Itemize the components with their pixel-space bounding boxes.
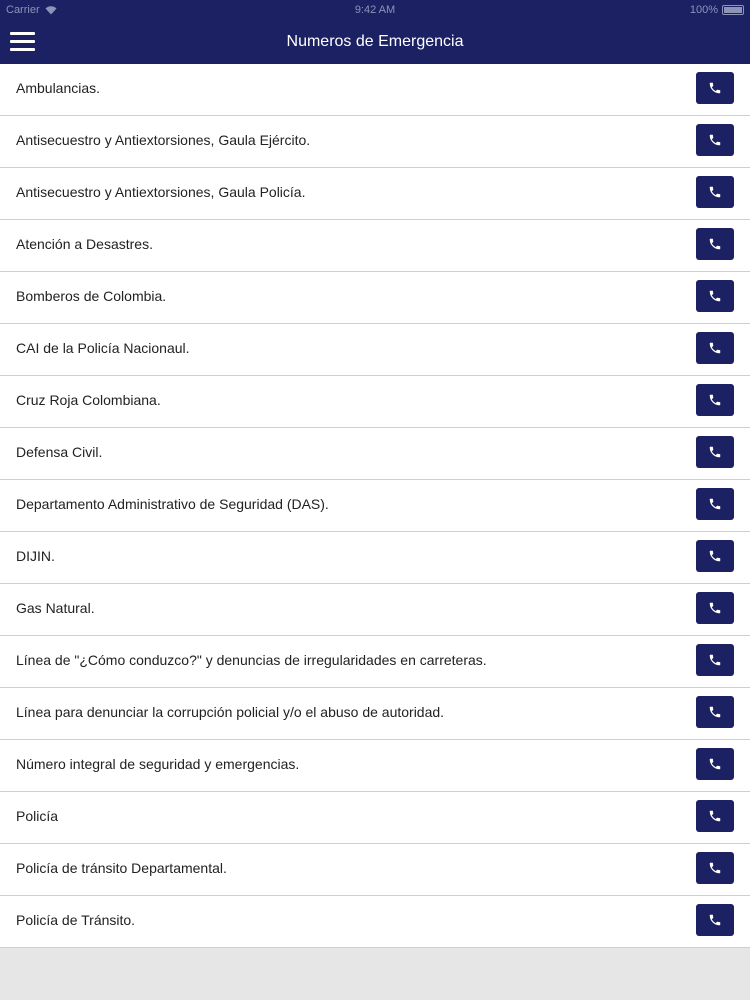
page-title: Numeros de Emergencia (286, 33, 464, 50)
navigation-bar (0, 22, 750, 64)
status-bar (0, 0, 750, 22)
carrier-label: Carrier (6, 4, 40, 16)
battery-percent: 100% (689, 4, 718, 16)
list-item[interactable] (0, 272, 750, 324)
list-item[interactable] (0, 168, 750, 220)
list-item[interactable] (0, 740, 750, 792)
list-item[interactable] (0, 688, 750, 740)
call-button[interactable] (696, 852, 734, 884)
list-item-label: Atención a Desastres. (16, 236, 153, 252)
call-button[interactable] (696, 72, 734, 104)
list-item-label: Policía (16, 808, 59, 824)
phone-icon (708, 81, 722, 95)
list-item-label: Línea para denunciar la corrupción policial y/o el abuso de autoridad. (16, 704, 445, 720)
list-item-label: Línea de "¿Cómo conduzco?" y denuncias de irregularidades en carreteras. (16, 652, 487, 668)
call-button[interactable] (696, 488, 734, 520)
battery-icon (722, 5, 744, 15)
phone-icon (708, 913, 722, 927)
list-item-label: Gas Natural. (16, 600, 95, 616)
list-item[interactable] (0, 64, 750, 116)
phone-icon (708, 237, 722, 251)
list-item-label: Defensa Civil. (16, 444, 103, 460)
phone-icon (708, 809, 722, 823)
call-button[interactable] (696, 800, 734, 832)
phone-icon (708, 757, 722, 771)
call-button[interactable] (696, 228, 734, 260)
list-item-label: Policía de tránsito Departamental. (16, 860, 227, 876)
call-button[interactable] (696, 124, 734, 156)
phone-icon (708, 705, 722, 719)
list-item-label: CAI de la Policía Nacionaul. (16, 340, 190, 356)
phone-icon (708, 185, 722, 199)
list-item[interactable] (0, 220, 750, 272)
phone-icon (708, 549, 722, 563)
call-button[interactable] (696, 280, 734, 312)
battery-level-fill (724, 7, 742, 13)
list-item[interactable] (0, 376, 750, 428)
list-item[interactable] (0, 116, 750, 168)
phone-icon (708, 393, 722, 407)
phone-icon (708, 133, 722, 147)
list-item-label: Antisecuestro y Antiextorsiones, Gaula Ejército. (16, 132, 311, 148)
list-item-label: Bomberos de Colombia. (16, 288, 167, 304)
call-button[interactable] (696, 696, 734, 728)
call-button[interactable] (696, 176, 734, 208)
call-button[interactable] (696, 332, 734, 364)
list-item[interactable] (0, 324, 750, 376)
list-item-label: Policía de Tránsito. (16, 912, 136, 928)
call-button[interactable] (696, 592, 734, 624)
phone-icon (708, 341, 722, 355)
phone-icon (708, 289, 722, 303)
list-item[interactable] (0, 584, 750, 636)
call-button[interactable] (696, 436, 734, 468)
phone-icon (708, 445, 722, 459)
call-button[interactable] (696, 384, 734, 416)
list-item-label: Ambulancias. (16, 80, 101, 96)
list-item-label: DIJIN. (16, 548, 55, 564)
list-item[interactable] (0, 844, 750, 896)
list-item-label: Cruz Roja Colombiana. (16, 392, 161, 408)
list-item[interactable] (0, 896, 750, 948)
list-item[interactable] (0, 480, 750, 532)
battery-area (690, 4, 744, 16)
list-item-label: Antisecuestro y Antiextorsiones, Gaula Policía. (16, 184, 306, 200)
call-button[interactable] (696, 540, 734, 572)
call-button[interactable] (696, 748, 734, 780)
status-time: 9:42 AM (354, 4, 396, 16)
phone-icon (708, 497, 722, 511)
call-button[interactable] (696, 904, 734, 936)
list-item[interactable] (0, 532, 750, 584)
emergency-number-list (0, 64, 750, 948)
phone-icon (708, 601, 722, 615)
list-item-label: Departamento Administrativo de Seguridad (DAS). (16, 496, 329, 512)
list-item[interactable] (0, 636, 750, 688)
list-item[interactable] (0, 792, 750, 844)
call-button[interactable] (696, 644, 734, 676)
list-item[interactable] (0, 428, 750, 480)
phone-icon (708, 861, 722, 875)
phone-icon (708, 653, 722, 667)
list-item-label: Número integral de seguridad y emergencias. (16, 756, 300, 772)
